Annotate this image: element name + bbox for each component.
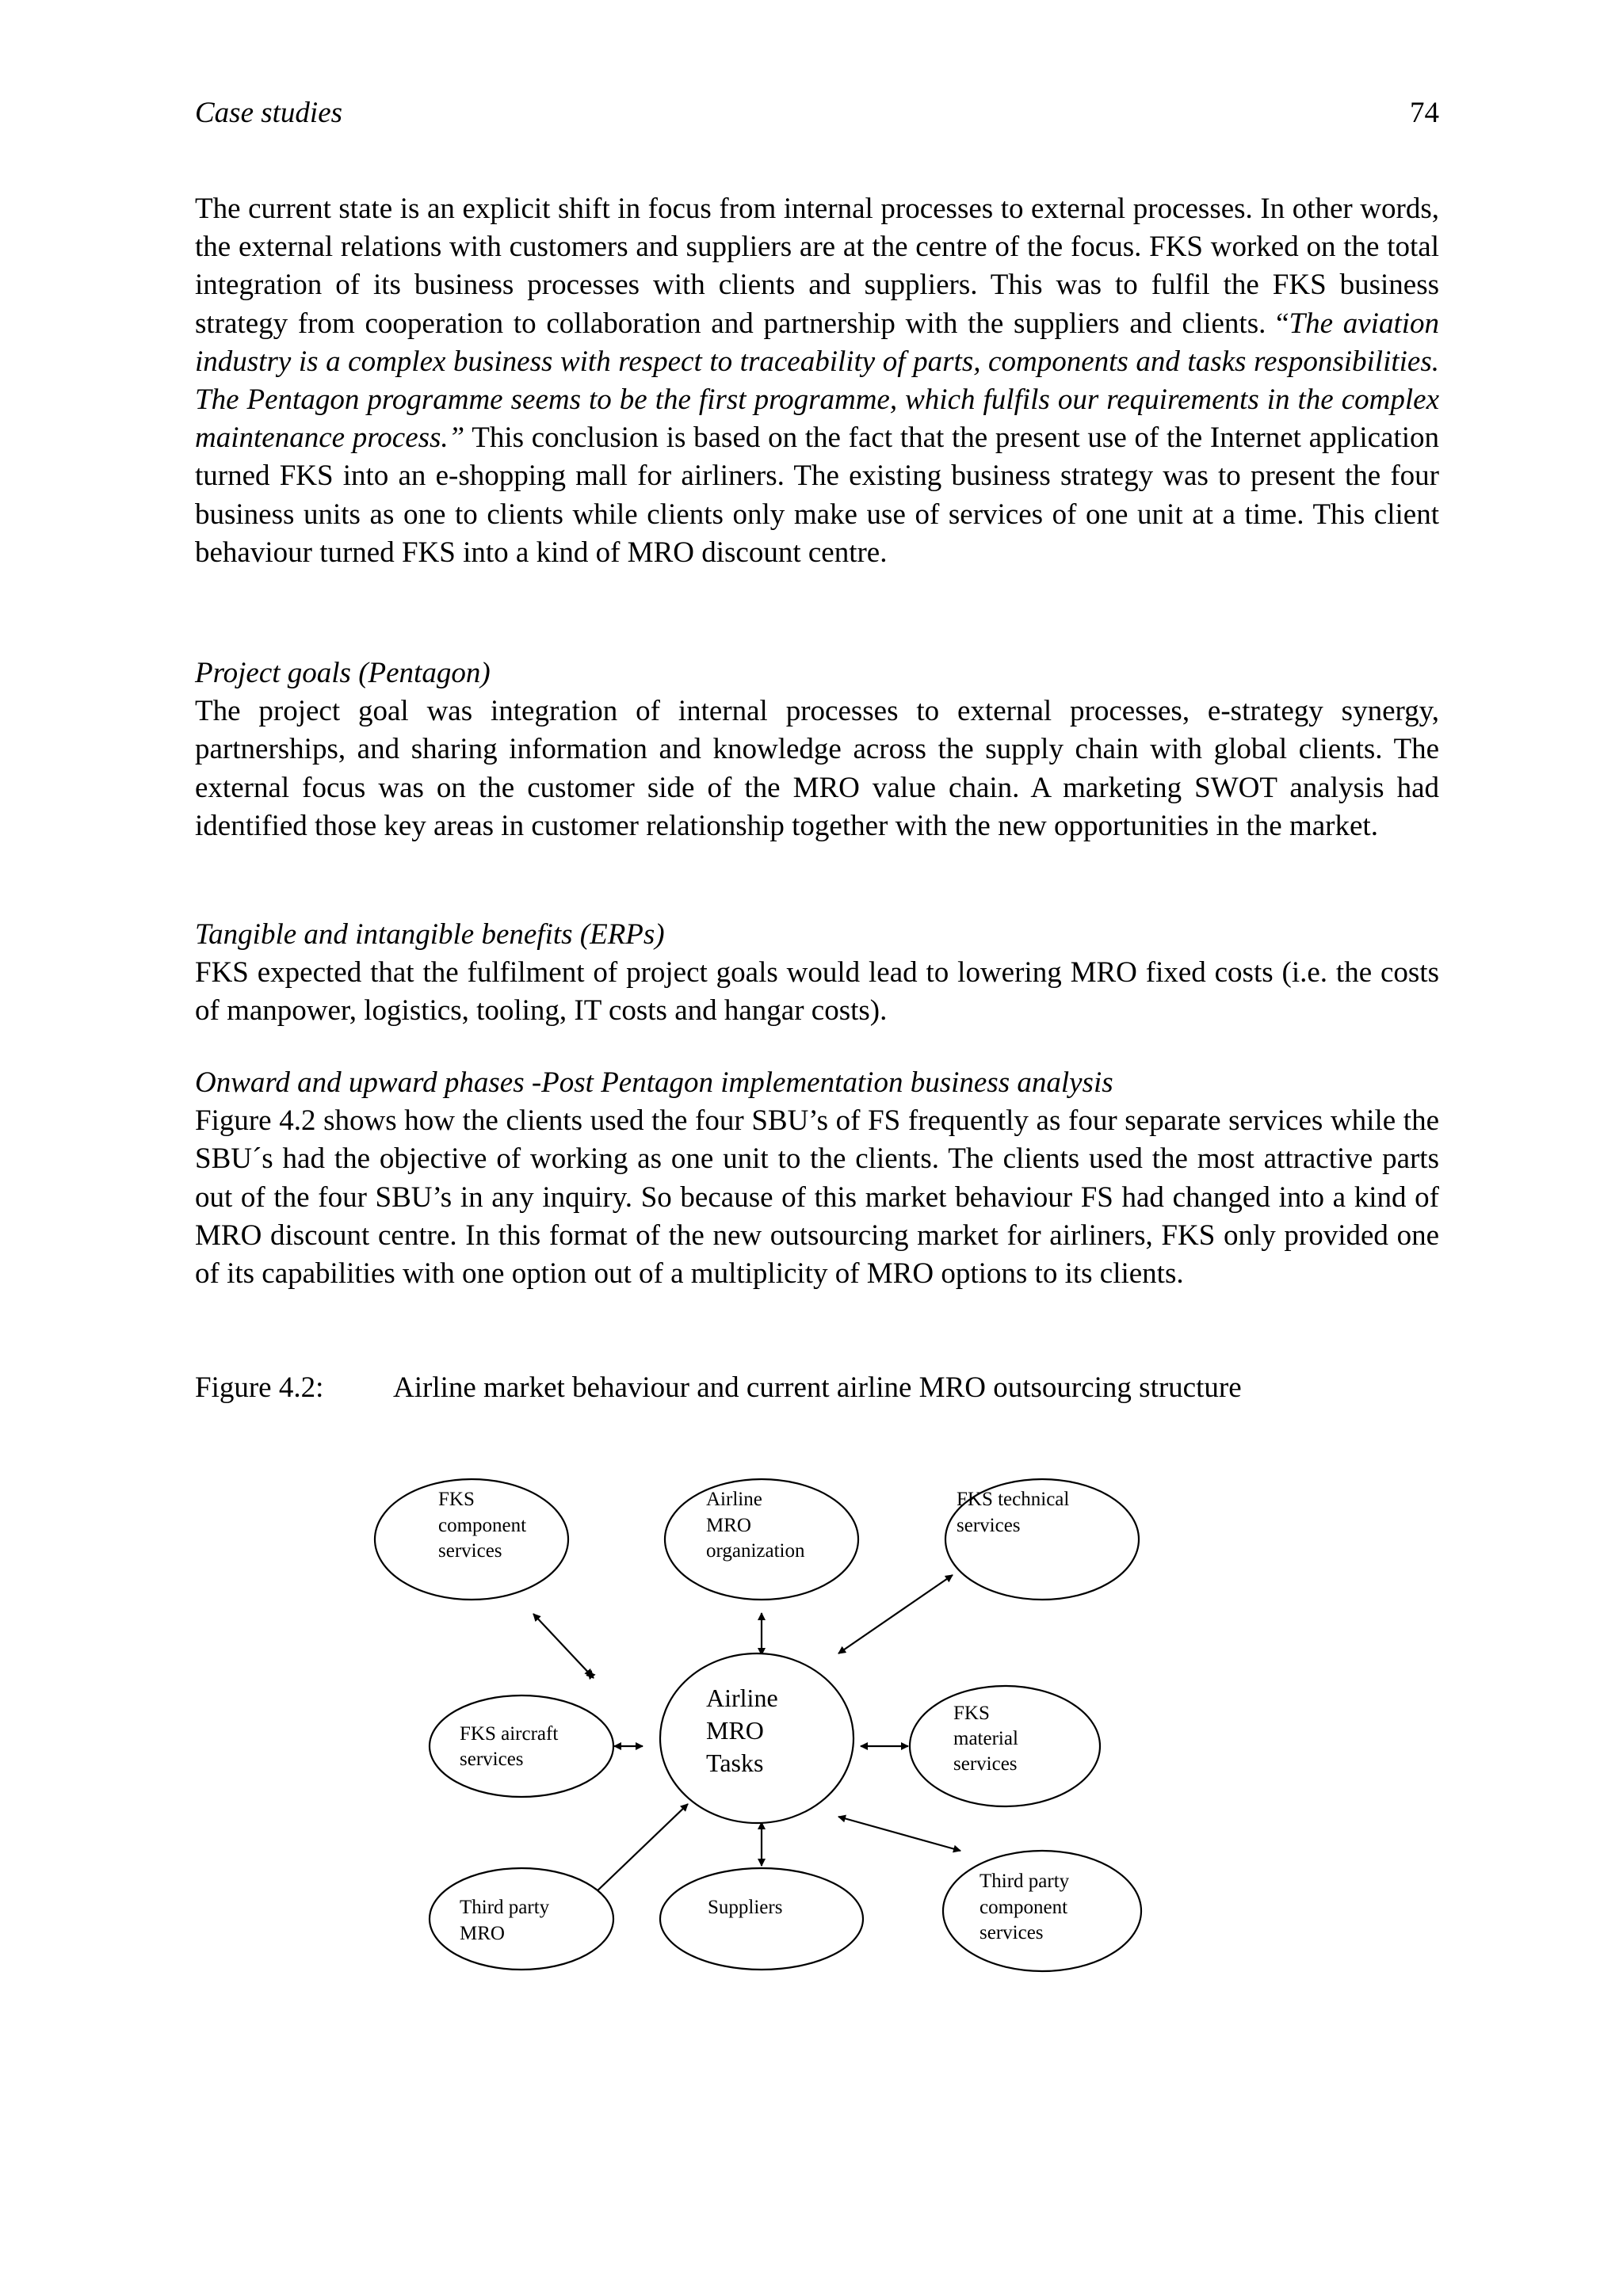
mro-structure-diagram [365,1458,1157,1981]
figure-number: Figure 4.2: [195,1371,324,1404]
svg-text:MRO [460,1923,505,1944]
label-line: component [438,1515,527,1536]
arrow-component-link [533,1614,594,1678]
label-line: services [953,1753,1018,1775]
svg-text:Tasks [706,1749,763,1777]
intro-text-a: The current state is an explicit shift in focus from internal processes to external processes. In other words, the external relations with customers and suppliers are at the centre of the focus. FKS worked on the total integration of its business processes with clients and suppliers. This was to fulfil the FKS business strategy from cooperation to collaboration and partnership with the suppliers and clients. “ [195,193,1439,340]
svg-text:MRO [706,1515,751,1536]
label-line: FKS technical [957,1489,1070,1510]
label-line: Suppliers [708,1897,783,1918]
section-text: FKS expected that the fulfilment of project goals would lead to lowering MRO fixed costs (i.e. the costs of manpower, logistics, tooling, IT costs and hangar costs). [195,956,1439,1028]
section-heading: Onward and upward phases -Post Pentagon implementation business analysis [195,1066,1113,1099]
label-line: MRO [460,1923,505,1944]
label-line: FKS [953,1703,990,1724]
svg-text:Suppliers [708,1897,782,1918]
svg-text:services [957,1515,1021,1536]
svg-text:services [460,1749,524,1770]
label-line: FKS aircraft [460,1723,559,1745]
label-line: Airline [706,1489,762,1510]
section-text: The project goal was integration of internal processes to external processes, e-strategy synergy, partnerships, and sharing information and knowledge across the supply chain with global clients. The external focus was on the customer side of the MRO value chain. A marketing SWOT analysis had identified those key areas in customer relationship together with the new opportunities in the market. [195,695,1439,842]
svg-text:Airline [706,1684,778,1712]
section-heading: Project goals (Pentagon) [195,657,491,689]
label-line: MRO [706,1716,764,1745]
arrow-third-party-component-link [838,1817,960,1851]
svg-text:services [953,1753,1018,1775]
svg-text:FKS technical [957,1489,1069,1510]
label-line: Tasks [706,1749,764,1777]
label-line: material [953,1728,1018,1749]
section-text: Figure 4.2 shows how the clients used the four SBU’s of FS frequently as four separate services while the SBU´s had the objective of working as one unit to the clients. The clients used the most attractive parts out of the four SBU’s in any inquiry. So because of this market behaviour FS had changed into a kind of MRO discount centre. In this format of the new outsourcing market for airliners, FKS only provided one of its capabilities with one option out of a multiplicity of MRO options to its clients. [195,1104,1439,1291]
section-benefits [195,916,1439,1031]
label-line: organization [706,1540,805,1562]
label-line: services [460,1749,524,1770]
svg-text:FKS [953,1703,990,1724]
figure-caption [195,1369,1242,1407]
svg-text:FKS [438,1489,475,1510]
section-project-goals [195,654,1439,845]
svg-text:services [438,1540,502,1562]
label-line: services [957,1515,1021,1536]
intro-paragraph [195,190,1439,572]
section-heading: Tangible and intangible benefits (ERPs) [195,918,665,951]
figure-caption-text: Airline market behaviour and current airline MRO outsourcing structure [393,1371,1242,1404]
label-line: Airline [706,1684,778,1712]
svg-text:material [953,1728,1018,1749]
page-number: 74 [1410,97,1439,129]
node-suppliers [660,1868,863,1970]
label-line: MRO [706,1515,751,1536]
svg-text:Airline [706,1489,762,1510]
intro-quote: The aviation industry is a complex business with respect to traceability of parts, components and tasks responsibilities. The Pentagon programme seems to be the first programme, which fulfils our requirements in the complex maintenance process.” [195,307,1440,455]
svg-text:services [980,1922,1044,1943]
arrow-technical-link [838,1575,953,1653]
intro-text-b: This conclusion is based on the fact that the present use of the Internet application turned FKS into an e-shopping mall for airliners. The existing business strategy was to present the four business units as one to clients while clients only make use of services of one unit at a time. This client behaviour turned FKS into a kind of MRO discount centre. [195,421,1440,569]
node-third-party-mro [430,1868,613,1970]
arrow-third-party-mro-link [592,1804,688,1896]
running-header: Case studies [195,97,343,129]
section-onward [195,1064,1439,1293]
label-line: services [980,1922,1044,1943]
label-line: component [980,1897,1068,1918]
node-fks-aircraft-services [430,1695,613,1797]
svg-text:FKS aircraft [460,1723,558,1745]
svg-text:organization [706,1540,805,1562]
label-line: FKS [438,1489,475,1510]
svg-text:component [980,1897,1067,1918]
svg-text:MRO [706,1716,764,1745]
svg-text:Third party [980,1871,1070,1892]
svg-text:component [438,1515,526,1536]
label-line: services [438,1540,502,1562]
svg-text:Third party [460,1897,550,1918]
label-line: Third party [460,1897,550,1918]
label-line: Third party [980,1871,1070,1892]
